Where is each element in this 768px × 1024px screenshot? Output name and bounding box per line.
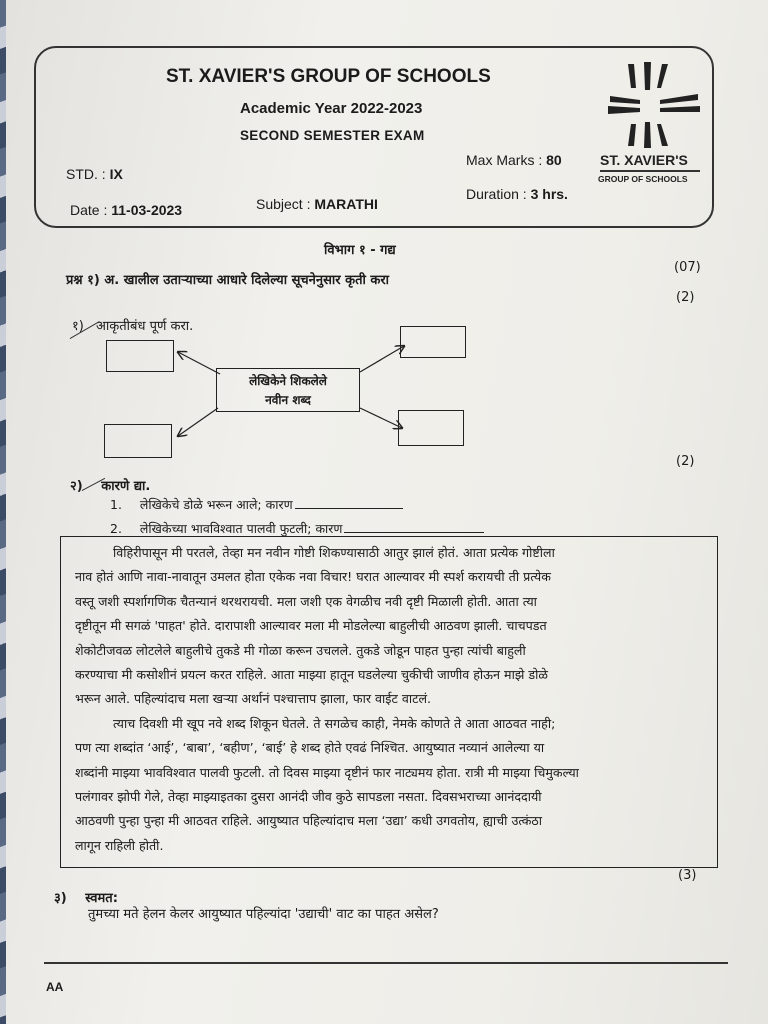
footer-divider <box>44 962 728 964</box>
diagram-center-line2: नवीन शब्द <box>265 393 311 407</box>
std-value: IX <box>109 166 123 182</box>
exam-paper <box>6 0 768 1024</box>
exam-title: SECOND SEMESTER EXAM <box>240 128 425 143</box>
blank-box-top-right <box>400 326 466 358</box>
footer-code: AA <box>46 980 64 994</box>
school-name: ST. XAVIER'S GROUP OF SCHOOLS <box>166 66 491 87</box>
section-title: विभाग १ - गद्य <box>324 243 396 258</box>
question-1-title: प्रश्न १) अ. खालील उताऱ्याच्या आधारे दिलेल्या सूचनेनुसार कृती करा <box>66 273 390 288</box>
reason-item-text: लेखिकेच्या भावविश्वात पालवी फुटली; कारण <box>139 521 343 536</box>
passage-line: वस्तू जशी स्पर्शागणिक चैतन्यानं थरथरायची. मला जशी एक वेगळीच नवी दृष्टी मिळाली होती. आता त्या <box>75 593 537 609</box>
q1a-marks: (2) <box>676 290 695 305</box>
reason-item-2 <box>110 520 484 537</box>
q1b-text: कारणे द्या. <box>101 479 151 494</box>
passage-line: भरून आले. पहिल्यांदाच मला खऱ्या अर्थानं पश्चात्ताप झाला, फार वाईट वाटलं. <box>75 691 431 707</box>
reason-item-number: 1. <box>110 497 122 512</box>
reason-item-1 <box>110 496 403 513</box>
subject-value: MARATHI <box>314 196 378 212</box>
reading-passage <box>60 536 718 868</box>
passage-line: शेकोटीजवळ लोटलेले बाहुलीचे तुकडे मी गोळा करून उचलले. तुकडे जोडून पाहत पुन्हा त्यांची बाहुली <box>75 642 526 658</box>
passage-line: पलंगावर झोपी गेले, तेव्हा माझ्याइतका दुसरा आनंदी जीव कुठे सापडला नसता. दिवसभराच्या आनंददायी <box>75 789 542 805</box>
std-label: STD. : <box>66 166 106 182</box>
diagram-center-line1: लेखिकेने शिकलेले <box>249 374 327 388</box>
q1b-prompt <box>70 476 150 494</box>
blank-box-top-left <box>106 340 174 372</box>
duration-value: 3 hrs. <box>530 186 568 202</box>
duration-label: Duration : <box>466 186 527 202</box>
q3-question: तुमच्या मते हेलन केलर आयुष्यात पहिल्यांदा 'उद्याची' वाट का पाहत असेल? <box>88 907 439 922</box>
reason-item-text: लेखिकेचे डोळे भरून आले; कारण <box>139 497 293 512</box>
q1b-number: २) <box>70 479 83 494</box>
q3-marks: (3) <box>678 868 697 883</box>
academic-year: Academic Year 2022-2023 <box>240 100 423 117</box>
q3-number: ३) <box>54 891 67 906</box>
max-marks-value: 80 <box>546 152 562 168</box>
passage-line: आठवणी पुन्हा पुन्हा मी आठवत राहिले. आयुष्यात पहिल्यांदाच मला ‘उद्या’ कधी उगवतोय, ह्याची उत्कंठा <box>75 813 542 829</box>
blank-box-bottom-left <box>104 424 172 458</box>
passage-line: विहिरीपासून मी परतले, तेव्हा मन नवीन गोष्टी शिकण्यासाठी आतुर झालं होतं. आता प्रत्येक गोष्टीला <box>113 545 555 560</box>
passage-line: त्याच दिवशी मी खूप नवे शब्द शिकून घेतले. ते सगळेच काही, नेमके कोणते ते आता आठवत नाही; <box>113 715 556 731</box>
diagram-center-box <box>216 368 360 412</box>
concept-diagram-arrows <box>6 0 768 480</box>
q1b-marks: (2) <box>676 454 695 469</box>
date-value: 11-03-2023 <box>111 202 183 218</box>
passage-line: दृष्टीतून मी सगळं 'पाहत' होते. दारापाशी आल्यावर मला मी मोडलेल्या बाहुलीची आठवण झाली. चाचपडत <box>75 618 547 634</box>
reason-item-number: 2. <box>110 521 122 536</box>
blank-box-bottom-right <box>398 410 464 446</box>
passage-line: पण त्या शब्दांत ‘आई’, ‘बाबा’, ‘बहीण’, ‘बाई’ हे शब्द होते एवढं निश्चित. आयुष्यात नव्यानं आलेल्या या <box>75 740 545 756</box>
q1a-number: १) <box>72 319 84 334</box>
logo-subtext: GROUP OF SCHOOLS <box>598 174 688 184</box>
answer-line <box>344 531 484 533</box>
date-label: Date : <box>70 202 108 218</box>
section-marks: (07) <box>674 260 701 275</box>
passage-line: शब्दांनी माझ्या भावविश्वात पालवी फुटली. तो दिवस माझ्या दृष्टीनं फार नाट्यमय होता. रात्री मी माझ्या चिमुकल्या <box>75 764 579 780</box>
passage-line: लागून राहिली होती. <box>75 837 164 853</box>
answer-line <box>295 507 403 509</box>
q3-title: स्वमत: <box>85 891 118 906</box>
logo-text: ST. XAVIER'S <box>600 152 688 168</box>
q1a-text: आकृतीबंध पूर्ण करा. <box>95 319 194 334</box>
max-marks-label: Max Marks : <box>466 152 543 168</box>
passage-line: नाव होतं आणि नावा-नावातून उमलत होता एकेक नवा विचार! घरात आल्यावर मी स्पर्श करायची ती प्रत्येक <box>75 569 551 585</box>
passage-line: करण्याचा मी कसोशीनं प्रयत्न करत राहिले. आता माझ्या हातून घडलेल्या चुकीची जाणीव होऊन माझे डोळे <box>75 667 548 683</box>
subject-label: Subject : <box>256 196 311 212</box>
